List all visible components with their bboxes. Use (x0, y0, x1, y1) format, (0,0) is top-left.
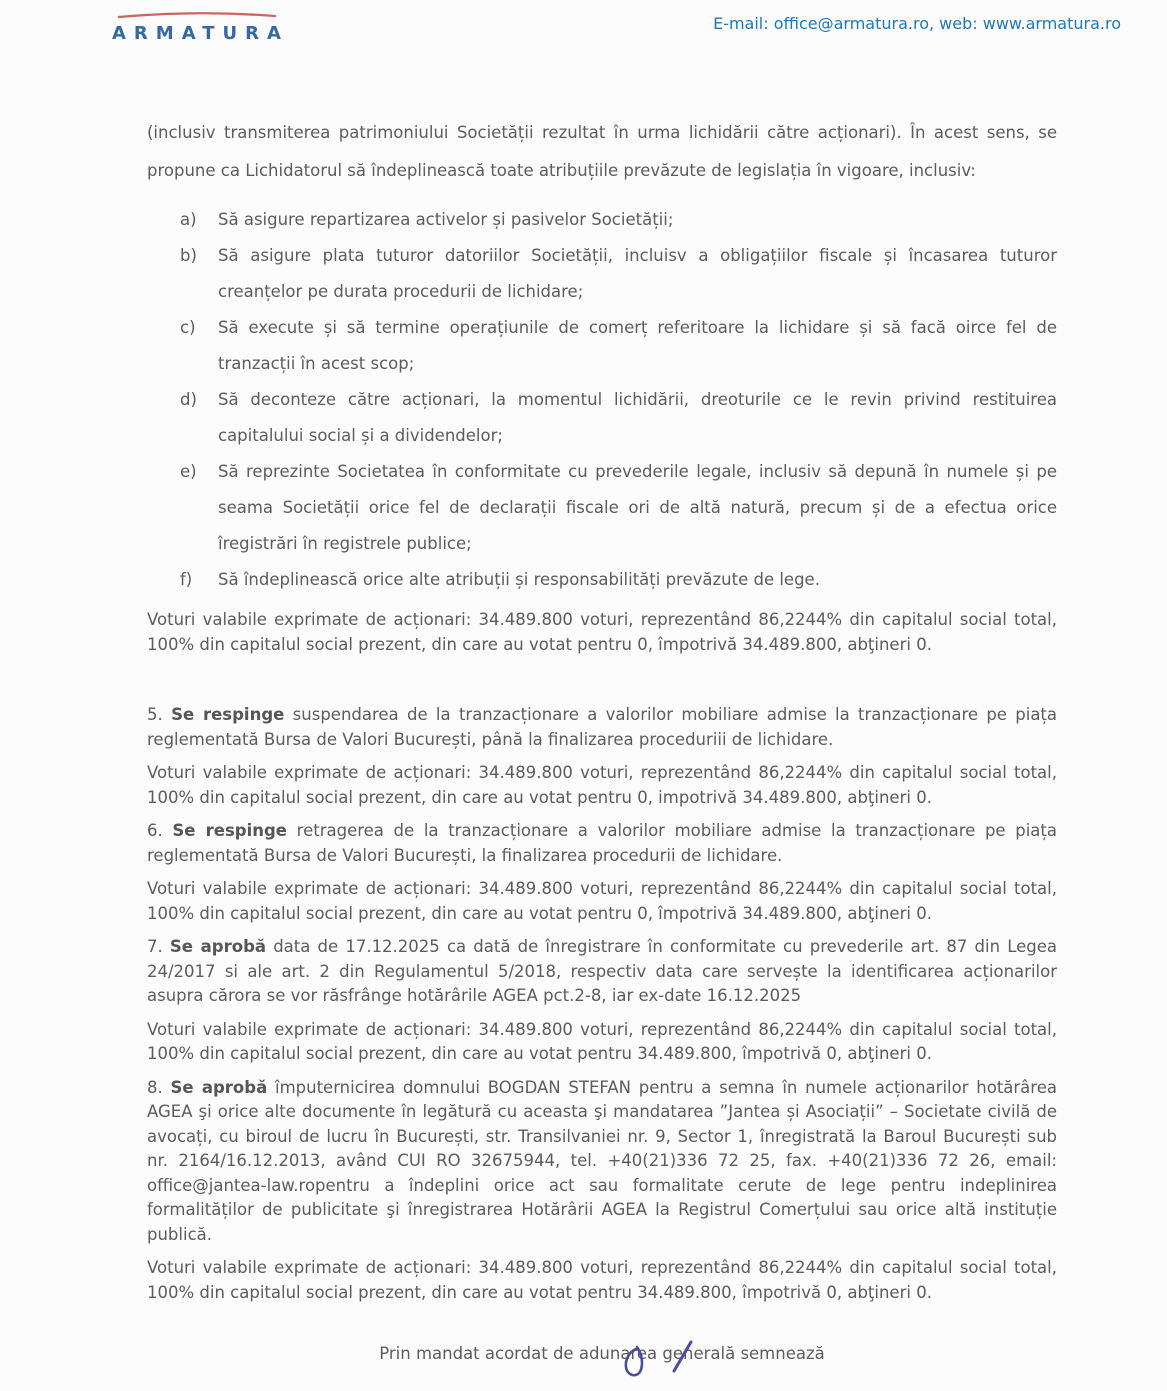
document-body (0, 58, 1167, 1366)
header-contact: E-mail: office@armatura.ro, web: www.armatura.ro (713, 14, 1121, 33)
list-item-letter: f) (180, 570, 193, 589)
list-item (147, 238, 1057, 310)
list-item-text: Să execute și să termine operațiunile de comerț referitoare la lichidare și să facă oirce fel de tranzacții în acest scop; (218, 318, 1057, 373)
resolution-5 (147, 703, 1057, 752)
votes-paragraph: Voturi valabile exprimate de acționari: 34.489.800 voturi, reprezentând 86,2244% din capitalul social total, 100% din capitalul social prezent, din care au votat pentru 0, împotrivă 34.489.800, abţineri 0. (147, 879, 1057, 923)
resolution-7 (147, 935, 1057, 1009)
list-item-text: Să reprezinte Societatea în conformitate cu prevederile legale, inclusiv să depună în numele și pe seama Societății orice fel de declarații fiscale ori de altă natură, precum și de a efectua orice îregistrări în registrele publice; (218, 462, 1057, 553)
logo-red-arc-icon (116, 10, 278, 20)
resolution-text: suspendarea de la tranzacționare a valorilor mobiliare admise la tranzacționare pe piața reglementată Bursa de Valori București, până la finalizarea proceduriii de lichidare. (147, 705, 1058, 749)
list-item (147, 454, 1057, 562)
votes-paragraph: Voturi valabile exprimate de acționari: 34.489.800 voturi, reprezentând 86,2244% din capitalul social total, 100% din capitalul social prezent, din care au votat pentru 0, împotrivă 34.489.800, abţineri 0. (147, 610, 1057, 654)
list-item-text: Să deconteze către acționari, la momentul lichidării, dreoturile ce le revin privind restituirea capitalului social și a dividendelor; (218, 390, 1057, 445)
resolution-verdict: Se aprobă (170, 1077, 268, 1097)
list-item (147, 310, 1057, 382)
list-item-letter: b) (180, 246, 197, 265)
resolution-text: împuternicirea domnului BOGDAN STEFAN pentru a semna în numele acționarilor hotărârea AGEA şi orice alte documente în legătură cu aceasta şi mandatarea ”Jantea și Asociații” – Societate civilă de avocați, cu biroul de lucru în București, str. Transilvaniei nr. 9, Sector 1, înregistrată la Baroul București sub nr. 2164/16.12.2013, având CUI RO 32675944, tel. +40(21)336 72 25, fax. +40(21)336 72 26, email: office@jantea-law.ropentru a îndeplini orice act sau formalitate cerute de lege pentru indeplinirea formalităților de publicitate şi înregistrarea Hotărârii AGEA la Registrul Comerțului sau orice altă instituție publică. (147, 1077, 1057, 1244)
list-item-letter: d) (180, 390, 197, 409)
resolution-6 (147, 819, 1057, 868)
letterhead (0, 0, 1167, 58)
list-item-letter: e) (180, 462, 197, 481)
votes-paragraph: Voturi valabile exprimate de acționari: 34.489.800 voturi, reprezentând 86,2244% din capitalul social total, 100% din capitalul social prezent, din care au votat pentru 34.489.800, împotrivă 0, abţineri 0. (147, 1258, 1057, 1302)
resolution-number: 5. (147, 705, 163, 724)
mandate-text: Prin mandat acordat de adunarea generală semnează (379, 1344, 825, 1363)
intro-paragraph: (inclusiv transmiterea patrimoniului Societății rezultat în urma lichidării către acționari). În acest sens, se propune ca Lichidatorul să îndeplinească toate atribuțiile prevăzute de legislația în vigoare, inclusiv: (147, 123, 1057, 180)
list-item-text: Să asigure plata tuturor datoriilor Societății, incluisv a obligațiilor fiscale și încasarea tuturor creanțelor pe durata procedurii de lichidare; (218, 246, 1057, 301)
list-item (147, 562, 1057, 598)
resolution-verdict: Se respinge (172, 821, 287, 840)
votes-paragraph: Voturi valabile exprimate de acționari: 34.489.800 voturi, reprezentând 86,2244% din capitalul social total, 100% din capitalul social prezent, din care au votat pentru 0, impotrivă 34.489.800, abţineri 0. (147, 763, 1057, 807)
resolution-verdict: Se respinge (171, 705, 285, 724)
resolution-text: data de 17.12.2025 ca dată de înregistrare în conformitate cu prevederile art. 87 din Legea 24/2017 si ale art. 2 din Regulamentul 5/2018, respectiv data care servește la identificarea acționarilor asupra cărora se vor răsfrânge hotărârile AGEA pct.2-8, iar ex-date 16.12.2025 (147, 937, 1058, 1005)
company-logo (112, 10, 292, 44)
resolution-number: 8. (147, 1077, 163, 1097)
list-item (147, 382, 1057, 454)
votes-paragraph: Voturi valabile exprimate de acționari: 34.489.800 voturi, reprezentând 86,2244% din capitalul social total, 100% din capitalul social prezent, din care au votat pentru 34.489.800, împotrivă 0, abţineri 0. (147, 1019, 1057, 1063)
list-item-text: Să îndeplinească orice alte atribuții și responsabilități prevăzute de lege. (218, 570, 820, 589)
list-item-letter: a) (180, 210, 197, 229)
list-item (147, 202, 1057, 238)
resolution-text: retragerea de la tranzacționare a valorilor mobiliare admise la tranzacționare pe piața reglementată Bursa de Valori București, la finalizarea procedurii de lichidare. (147, 821, 1057, 865)
resolution-verdict: Se aprobă (169, 937, 267, 956)
list-item-letter: c) (180, 318, 196, 337)
resolution-number: 6. (147, 821, 163, 840)
mandate-footer (147, 1341, 1057, 1366)
resolution-8 (147, 1076, 1057, 1248)
attributions-list (147, 202, 1057, 598)
list-item-text: Să asigure repartizarea activelor și pasivelor Societății; (218, 210, 674, 229)
logo-wordmark: ARMATURA (112, 23, 289, 44)
resolution-number: 7. (147, 937, 163, 956)
